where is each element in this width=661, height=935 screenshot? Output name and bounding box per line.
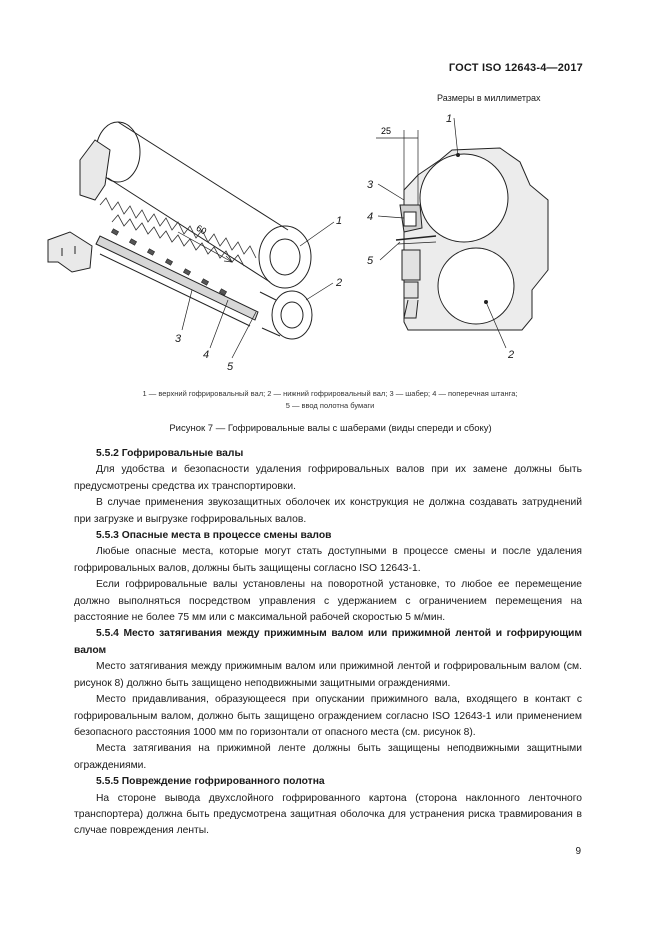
- paragraph-5-5-2-1: Для удобства и безопасности удаления гофрировальных валов при их замене должны быть предусмотрены средства их транспортировки.: [74, 464, 582, 492]
- figure-7-drawing: [0, 0, 661, 400]
- side-leader-3: [378, 184, 404, 200]
- figure-caption: Рисунок 7 — Гофрировальные валы с шаберами (виды спереди и сбоку): [169, 423, 492, 434]
- lower-roll-front-inner: [281, 302, 303, 328]
- standard-id: ГОСТ ISO 12643-4—2017: [448, 62, 583, 74]
- paragraph-5-5-4-3: Места затягивания на прижимной ленте должны быть защищены неподвижными защитными ограждениями.: [74, 743, 582, 771]
- leader-4: [210, 300, 228, 348]
- side-support-2: [404, 282, 418, 298]
- front-label-5: 5: [227, 361, 234, 373]
- side-label-2: 2: [508, 349, 515, 361]
- front-label-4: 4: [203, 349, 210, 361]
- front-label-2: 2: [336, 277, 343, 289]
- heading-5-5-2: 5.5.2 Гофрировальные валы: [96, 448, 244, 459]
- lower-roll-front-end: [272, 291, 312, 339]
- paragraph-5-5-4-1: Место затягивания между прижимным валом или прижимной лентой и гофрировальным валом (см. рисунок 8) должно быть защищено неподвижными защитными ограждениями.: [74, 661, 582, 689]
- dim-25-label: 25: [381, 126, 392, 136]
- front-label-1: 1: [336, 215, 343, 227]
- side-label-3: 3: [367, 179, 374, 191]
- side-lower-roll: [438, 248, 514, 324]
- legend-line-2: 5 — ввод полотна бумаги: [285, 401, 375, 410]
- paragraph-5-5-3-1: Любые опасные места, которые могут стать доступными в процессе смены и после удаления гофрировальных валов, должны быть защищены согласно ISO 12643-1.: [74, 546, 582, 574]
- figure-7: [0, 0, 661, 400]
- paragraph-5-5-4-2: Место придавливания, образующееся при опускании прижимного вала, входящего в контакт с гофрировальным валом, должно быть защищено ограждением согласно ISO 12643-1 или применением безопасного расстояния 1000 мм по горизонтали от опасного места (см. рисунок 8).: [74, 694, 582, 738]
- paragraph-5-5-3-2: Если гофрировальные валы установлены на поворотной установке, то любое ее перемещение должно выполняться посредством управления с удержанием с ограничением перемещения на расстояние не более 75 мм или с максимальной рабочей скоростью 5 м/мин.: [74, 579, 582, 624]
- side-label-1: 1: [446, 113, 453, 125]
- legend-line-1: 1 — верхний гофрировальный вал; 2 — нижний гофрировальный вал; 3 — шабер; 4 — поперечная штанга;: [142, 389, 518, 398]
- upper-roll-front-inner: [270, 239, 300, 275]
- leader-2: [306, 283, 333, 300]
- side-support-1: [402, 250, 420, 280]
- paragraph-5-5-5-1: На стороне вывода двухслойного гофрированного картона (сторона наклонного ленточного транспортера) должна быть предусмотрена защитная оболочка для устранения риска травмирования в случае повреждения ленты.: [74, 792, 582, 837]
- front-view: [48, 122, 334, 358]
- frame-left: [80, 140, 110, 200]
- cross-bar-lower: [100, 254, 250, 326]
- page-number: 9: [575, 846, 581, 857]
- front-label-3: 3: [175, 333, 182, 345]
- heading-5-5-5: 5.5.5 Повреждение гофрированного полотна: [96, 776, 325, 788]
- side-cross-bar: [404, 212, 416, 226]
- upper-roll-front-end: [259, 226, 311, 288]
- heading-5-5-4: 5.5.4 Место затягивания между прижимным валом или прижимной лентой и гофрирующим валом: [74, 628, 582, 656]
- frame-bracket: [48, 232, 92, 272]
- doctor-blades: [111, 229, 226, 295]
- body-text: [74, 446, 582, 840]
- heading-5-5-3: 5.5.3 Опасные места в процессе смены валов: [96, 530, 332, 542]
- side-leader-5: [380, 242, 400, 260]
- dim-60-label: 60: [194, 222, 209, 237]
- side-view: [376, 118, 548, 348]
- paragraph-5-5-2-2: В случае применения звукозащитных оболочек их конструкция не должна создавать затруднений при загрузке и выгрузке гофрировальных валов.: [74, 497, 582, 525]
- leader-1: [300, 222, 334, 246]
- figure-legend: [70, 388, 590, 412]
- cross-bar: [96, 236, 258, 320]
- side-label-5: 5: [367, 255, 374, 267]
- side-upper-roll: [420, 154, 508, 242]
- side-label-4: 4: [367, 211, 374, 223]
- units-note: Размеры в миллиметрах: [437, 93, 541, 103]
- side-leader-4: [378, 216, 404, 218]
